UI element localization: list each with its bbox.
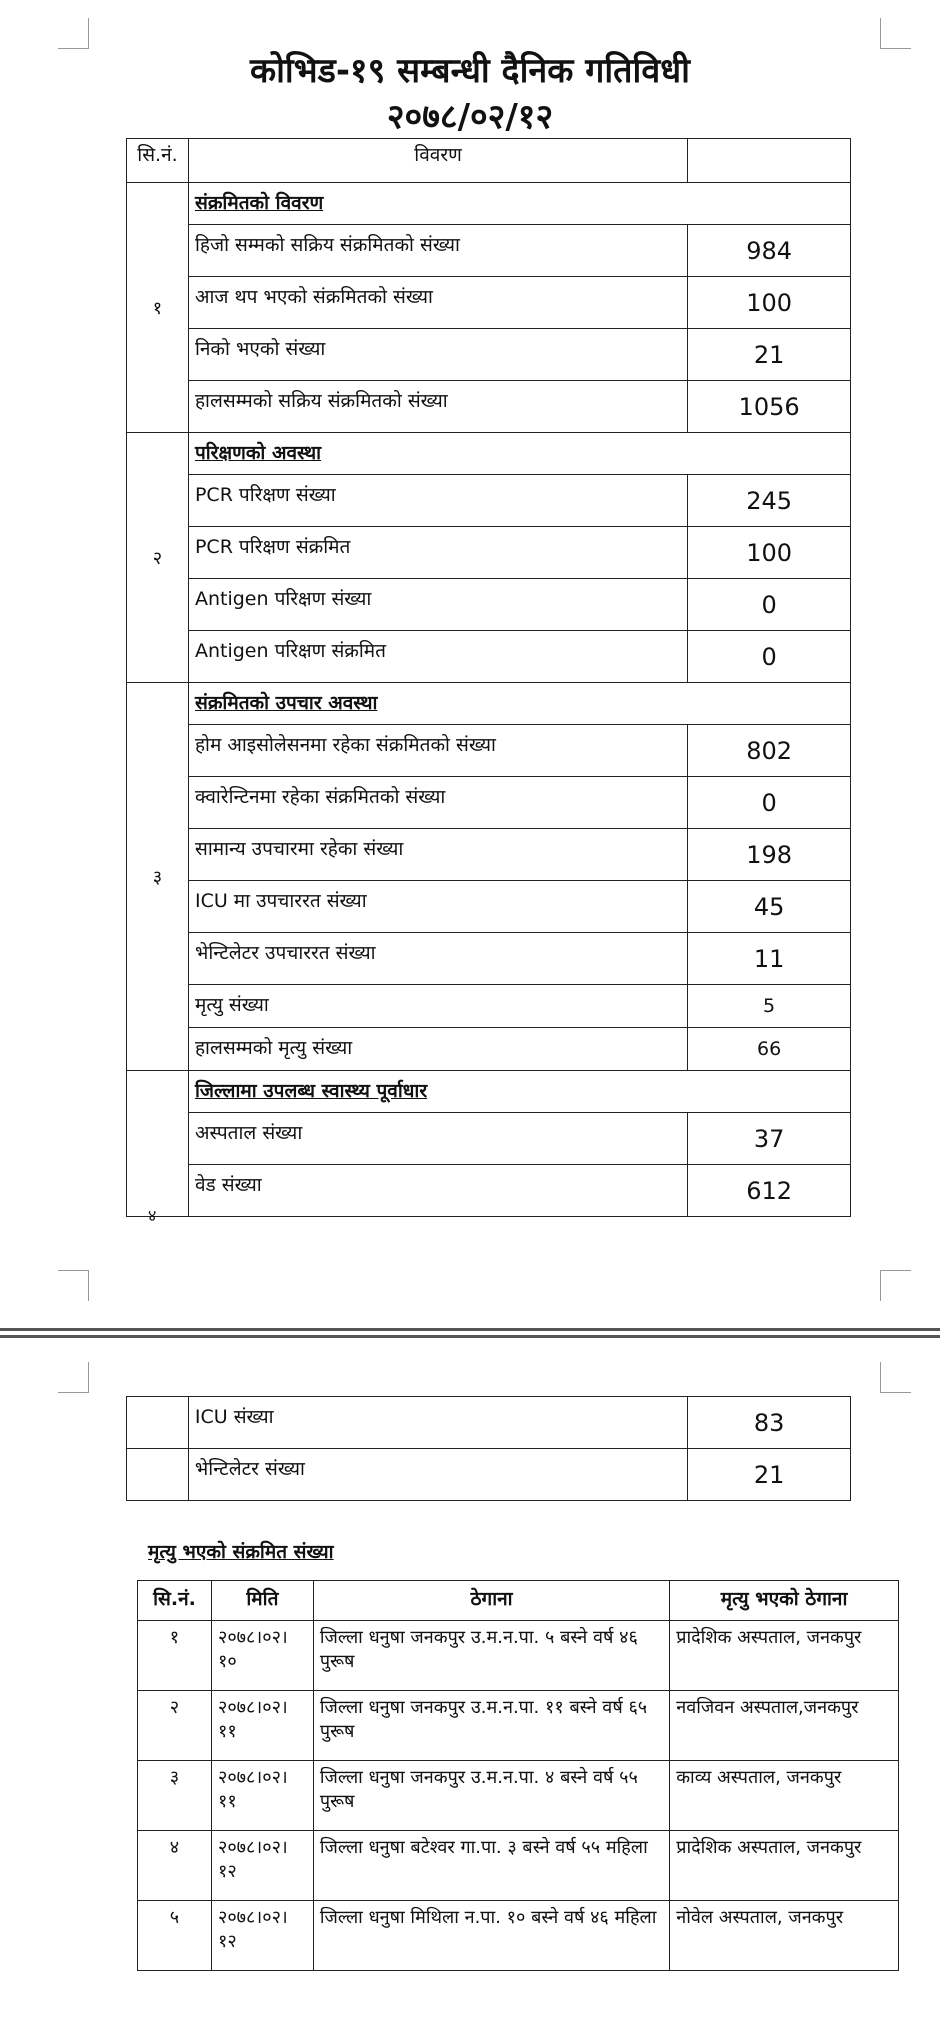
row-label: सामान्य उपचारमा रहेका संख्या (188, 829, 687, 881)
death-date: २०७८।०२। ११ (211, 1761, 313, 1831)
row-value: 0 (688, 579, 851, 631)
death-place: नोवेल अस्पताल, जनकपुर (670, 1901, 899, 1971)
row-value: 1056 (688, 381, 851, 433)
table-row (127, 579, 851, 631)
section-sn: १ (127, 183, 189, 433)
table-row (127, 1449, 851, 1501)
row-label: क्वारेन्टिनमा रहेका संक्रमितको संख्या (188, 777, 687, 829)
death-place: प्रादेशिक अस्पताल, जनकपुर (670, 1621, 899, 1691)
infrastructure-continued-table (126, 1396, 851, 1501)
row-label: ICU संख्या (188, 1397, 687, 1449)
table-row (127, 527, 851, 579)
table-row (127, 933, 851, 985)
table-row (127, 1113, 851, 1165)
row-label: हिजो सम्मको सक्रिय संक्रमितको संख्या (188, 225, 687, 277)
death-sn: ३ (138, 1761, 212, 1831)
row-value: 21 (688, 1449, 851, 1501)
table-row (127, 725, 851, 777)
row-value: 45 (688, 881, 851, 933)
section-heading-row (127, 183, 851, 225)
row-value: 83 (688, 1397, 851, 1449)
crop-mark (58, 1270, 89, 1301)
death-row (138, 1761, 899, 1831)
death-place: काव्य अस्पताल, जनकपुर (670, 1761, 899, 1831)
section-sn: ३ (127, 683, 189, 1071)
death-row (138, 1691, 899, 1761)
row-label: हालसम्मको मृत्यु संख्या (188, 1028, 687, 1071)
table-row (127, 829, 851, 881)
sn-header: सि.नं. (127, 139, 189, 183)
section-heading-row (127, 683, 851, 725)
table-row (127, 475, 851, 527)
row-value: 802 (688, 725, 851, 777)
death-address: जिल्ला धनुषा जनकपुर उ.म.न.पा. ११ बस्ने वर्ष ६५ पुरूष (313, 1691, 669, 1761)
death-address: जिल्ला धनुषा बटेश्वर गा.पा. ३ बस्ने वर्ष ५५ महिला (313, 1831, 669, 1901)
table-header-row (127, 139, 851, 183)
document-page-2 (0, 1338, 940, 2024)
crop-mark (880, 1362, 911, 1393)
death-date: २०७८।०२। १२ (211, 1831, 313, 1901)
death-date: २०७८।०२। १० (211, 1621, 313, 1691)
death-place: नवजिवन अस्पताल,जनकपुर (670, 1691, 899, 1761)
death-address: जिल्ला धनुषा मिथिला न.पा. १० बस्ने वर्ष ४६ महिला (313, 1901, 669, 1971)
row-value: 0 (688, 631, 851, 683)
table-row (127, 777, 851, 829)
table-row (127, 1397, 851, 1449)
death-row (138, 1901, 899, 1971)
sn-cell-empty (127, 1449, 189, 1501)
row-value: 0 (688, 777, 851, 829)
death-date: २०७८।०२। ११ (211, 1691, 313, 1761)
death-row (138, 1831, 899, 1901)
row-value: 984 (688, 225, 851, 277)
table-row (127, 985, 851, 1028)
row-label: Antigen परिक्षण संक्रमित (188, 631, 687, 683)
death-address: जिल्ला धनुषा जनकपुर उ.म.न.पा. ४ बस्ने वर्ष ५५ पुरूष (313, 1761, 669, 1831)
deaths-heading: मृत्यु भएको संक्रमित संख्या (148, 1541, 334, 1563)
crop-mark (880, 1270, 911, 1301)
section-heading-row (127, 1071, 851, 1113)
table-row (127, 381, 851, 433)
death-sn: २ (138, 1691, 212, 1761)
row-label: PCR परिक्षण संख्या (188, 475, 687, 527)
row-label: भेन्टिलेटर उपचाररत संख्या (188, 933, 687, 985)
deaths-table (137, 1580, 899, 1971)
section-sn: २ (127, 433, 189, 683)
crop-mark (58, 1362, 89, 1393)
crop-mark (880, 18, 911, 49)
sn-cell-empty (127, 1397, 189, 1449)
table-row (127, 881, 851, 933)
row-label: मृत्यु संख्या (188, 985, 687, 1028)
table-row (127, 1165, 851, 1217)
section-heading: संक्रमितको विवरण (188, 183, 850, 225)
row-value: 21 (688, 329, 851, 381)
report-date: २०७८/०२/१२ (386, 97, 554, 137)
row-label: निको भएको संख्या (188, 329, 687, 381)
death-date: २०७८।०२। १२ (211, 1901, 313, 1971)
row-value: 612 (688, 1165, 851, 1217)
table-row (127, 1028, 851, 1071)
page-separator (0, 1328, 940, 1338)
section-heading: संक्रमितको उपचार अवस्था (188, 683, 850, 725)
value-header (688, 139, 851, 183)
deaths-address-header: ठेगाना (313, 1581, 669, 1621)
description-header: विवरण (188, 139, 687, 183)
row-value: 198 (688, 829, 851, 881)
section-sn (127, 1071, 189, 1217)
death-sn: ५ (138, 1901, 212, 1971)
page-title: कोभिड-१९ सम्बन्धी दैनिक गतिविधी (250, 51, 690, 91)
row-value: 66 (688, 1028, 851, 1071)
row-label: भेन्टिलेटर संख्या (188, 1449, 687, 1501)
row-value: 37 (688, 1113, 851, 1165)
deaths-place-header: मृत्यु भएको ठेगाना (670, 1581, 899, 1621)
deaths-header-row (138, 1581, 899, 1621)
deaths-sn-header: सि.नं. (138, 1581, 212, 1621)
section-4-sn-overflow: ४ (148, 1206, 157, 1225)
death-row (138, 1621, 899, 1691)
death-place: प्रादेशिक अस्पताल, जनकपुर (670, 1831, 899, 1901)
row-value: 245 (688, 475, 851, 527)
row-value: 5 (688, 985, 851, 1028)
row-label: Antigen परिक्षण संख्या (188, 579, 687, 631)
row-label: ICU मा उपचाररत संख्या (188, 881, 687, 933)
row-label: आज थप भएको संक्रमितको संख्या (188, 277, 687, 329)
row-value: 100 (688, 527, 851, 579)
table-row (127, 225, 851, 277)
section-heading-row (127, 433, 851, 475)
table-row (127, 277, 851, 329)
row-value: 11 (688, 933, 851, 985)
row-label: अस्पताल संख्या (188, 1113, 687, 1165)
death-address: जिल्ला धनुषा जनकपुर उ.म.न.पा. ५ बस्ने वर्ष ४६ पुरूष (313, 1621, 669, 1691)
deaths-date-header: मिति (211, 1581, 313, 1621)
daily-activity-table (126, 138, 851, 1217)
death-sn: १ (138, 1621, 212, 1691)
crop-mark (58, 18, 89, 49)
row-label: होम आइसोलेसनमा रहेका संक्रमितको संख्या (188, 725, 687, 777)
row-label: हालसम्मको सक्रिय संक्रमितको संख्या (188, 381, 687, 433)
death-sn: ४ (138, 1831, 212, 1901)
section-heading: परिक्षणको अवस्था (188, 433, 850, 475)
row-label: PCR परिक्षण संक्रमित (188, 527, 687, 579)
table-row (127, 329, 851, 381)
row-value: 100 (688, 277, 851, 329)
row-label: वेड संख्या (188, 1165, 687, 1217)
table-row (127, 631, 851, 683)
section-heading: जिल्लामा उपलब्ध स्वास्थ्य पूर्वाधार (188, 1071, 850, 1113)
